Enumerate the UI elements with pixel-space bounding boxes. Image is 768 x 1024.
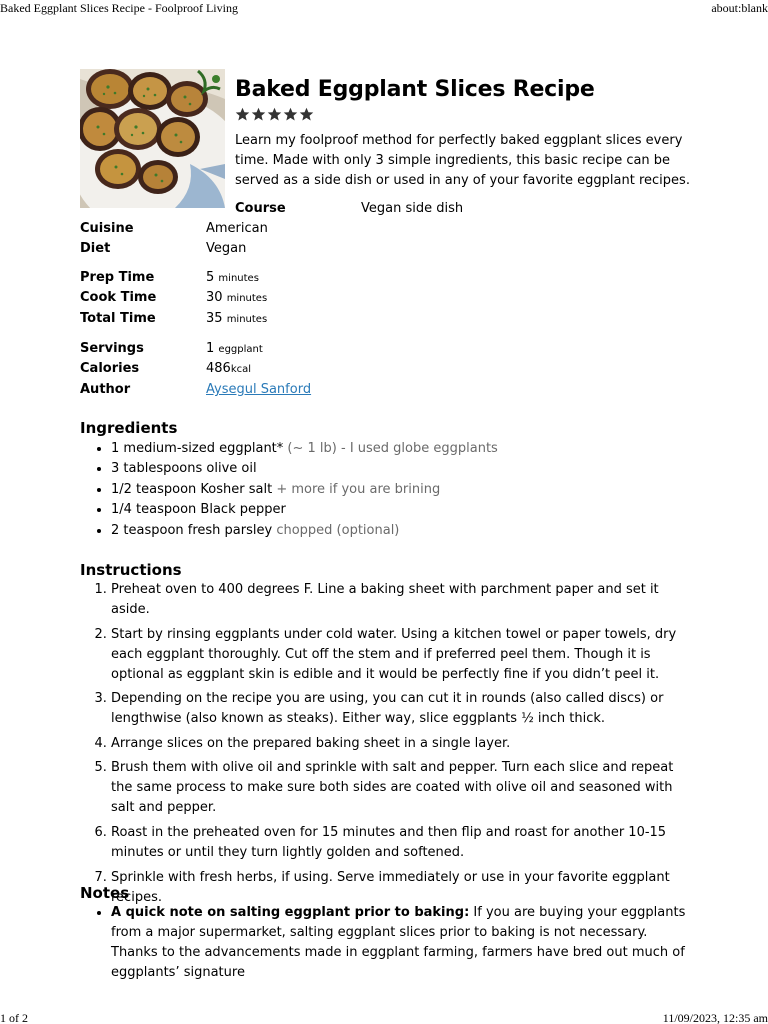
meta-cook-value-group — [206, 288, 267, 309]
recipe-header — [235, 75, 705, 191]
instruction-step: 6. Roast in the preheated oven for 15 minutes and then flip and roast for another 10-15 minutes or until they turn lightly golden and softened. — [111, 823, 691, 863]
meta-prep-unit: minutes — [218, 273, 259, 284]
star-rating — [235, 107, 705, 125]
ingredient-main: 2 teaspoon fresh parsley — [111, 522, 277, 538]
list-item — [111, 439, 711, 459]
meta-cuisine-value: American — [206, 221, 268, 236]
meta-prep-label: Prep Time — [80, 270, 155, 285]
meta-servings-value-group — [206, 339, 263, 360]
meta-total-value: 35 — [206, 311, 223, 326]
instruction-step: 5. Brush them with olive oil and sprinkle with salt and pepper. Turn each slice and repeat the same process to make sure both sides are coated with olive oil and seasoned with salt and pepper. — [111, 758, 691, 818]
print-url: about:blank — [711, 1, 768, 15]
meta-prep-value: 5 — [206, 270, 215, 285]
meta-cuisine-row — [80, 219, 380, 239]
ingredients-heading: Ingredients — [80, 419, 178, 437]
recipe-title: Baked Eggplant Slices Recipe — [235, 77, 595, 102]
print-timestamp: 11/09/2023, 12:35 am — [662, 1011, 768, 1024]
print-footer — [0, 1010, 768, 1024]
meta-author-row — [80, 380, 380, 400]
baked-eggplant-photo-illustration — [80, 69, 225, 208]
print-header — [0, 0, 768, 16]
star-icon — [299, 107, 314, 122]
instruction-step: 1. Preheat oven to 400 degrees F. Line a baking sheet with parchment paper and set it aside. — [111, 580, 691, 620]
meta-prep-row — [80, 268, 380, 288]
instructions-list — [80, 580, 691, 912]
meta-course-row — [80, 199, 580, 219]
instruction-step: 3. Depending on the recipe you are using, you can cut it in rounds (also called discs) or lengthwise (also known as steaks). Either way, slice eggplants ½ inch thick. — [111, 689, 691, 729]
meta-servings-row — [80, 339, 380, 359]
meta-calories-value-group — [206, 359, 251, 380]
list-item — [111, 903, 691, 983]
star-icon — [251, 107, 266, 122]
recipe-summary: Learn my foolproof method for perfectly baked eggplant slices every time. Made with only 3 simple ingredients, this basic recipe can be served as a side dish or used in any of your favorite eggplant recipes. — [235, 133, 690, 188]
recipe-photo — [80, 69, 225, 208]
page-counter: 1 of 2 — [0, 1011, 28, 1024]
author-link[interactable]: Aysegul Sanford — [206, 382, 312, 397]
list-item — [111, 480, 711, 500]
meta-prep-value-group — [206, 268, 259, 289]
notes-heading: Notes — [80, 884, 130, 902]
print-page-title: Baked Eggplant Slices Recipe - Foolproof Living — [0, 1, 238, 15]
meta-servings-value: 1 — [206, 341, 215, 356]
star-icon — [283, 107, 298, 122]
ingredient-note: (~ 1 lb) - I used globe eggplants — [287, 441, 498, 456]
list-item — [111, 521, 711, 541]
ingredient-note: chopped (optional) — [276, 522, 400, 538]
meta-diet-value: Vegan — [206, 241, 247, 256]
note-lead: A quick note on salting eggplant prior to baking: — [111, 905, 470, 920]
meta-calories-label: Calories — [80, 361, 140, 376]
meta-cuisine-label: Cuisine — [80, 221, 134, 236]
meta-diet-row — [80, 239, 380, 259]
meta-total-value-group — [206, 309, 267, 330]
notes-list — [80, 903, 691, 983]
meta-cook-value: 30 — [206, 290, 223, 305]
ingredient-main: 1 medium-sized eggplant* — [111, 441, 288, 456]
ingredient-main: 1/2 teaspoon Kosher salt — [111, 481, 277, 497]
ingredient-main: 3 tablespoons olive oil — [111, 461, 257, 477]
meta-total-label: Total Time — [80, 311, 156, 326]
list-item — [111, 459, 711, 479]
star-icon — [267, 107, 282, 122]
instruction-step: 4. Arrange slices on the prepared baking sheet in a single layer. — [111, 734, 691, 754]
meta-servings-label: Servings — [80, 341, 144, 356]
meta-course-value: Vegan side dish — [361, 201, 464, 216]
instruction-step: 7. Sprinkle with fresh herbs, if using. Serve immediately or use in your favorite eggplant recipes. — [111, 868, 691, 908]
ingredient-main: 1/4 teaspoon Black pepper — [111, 502, 286, 518]
meta-total-unit: minutes — [226, 314, 268, 325]
meta-servings-unit: eggplant — [218, 344, 263, 355]
meta-cook-label: Cook Time — [80, 290, 157, 305]
star-icon — [235, 107, 250, 122]
meta-calories-unit: kcal — [230, 364, 252, 375]
meta-cook-row — [80, 288, 380, 308]
meta-author-label: Author — [80, 382, 131, 397]
instruction-step: 2. Start by rinsing eggplants under cold water. Using a kitchen towel or paper towels, dry each eggplant thoroughly. Cut off the stem and if preferred peel them. Though it is optional as eggplant skin is edible and it would be perfectly fine if you didn’t peel it. — [111, 625, 691, 685]
meta-cook-unit: minutes — [226, 293, 268, 304]
ingredient-note: + more if you are brining — [276, 481, 441, 497]
meta-calories-row — [80, 359, 380, 379]
meta-course-label: Course — [235, 201, 286, 216]
ingredients-list — [80, 439, 711, 541]
instructions-heading: Instructions — [80, 561, 182, 579]
meta-diet-label: Diet — [80, 241, 111, 256]
list-item — [111, 500, 711, 520]
meta-calories-value: 486 — [206, 361, 231, 376]
meta-total-row — [80, 309, 380, 329]
note-text: If you are buying your eggplants from a major supermarket, salting eggplant slices prior to baking is not necessary. Thanks to the advancements made in eggplant farming, farmers have bred out much of eggplants’ signature — [111, 905, 686, 980]
